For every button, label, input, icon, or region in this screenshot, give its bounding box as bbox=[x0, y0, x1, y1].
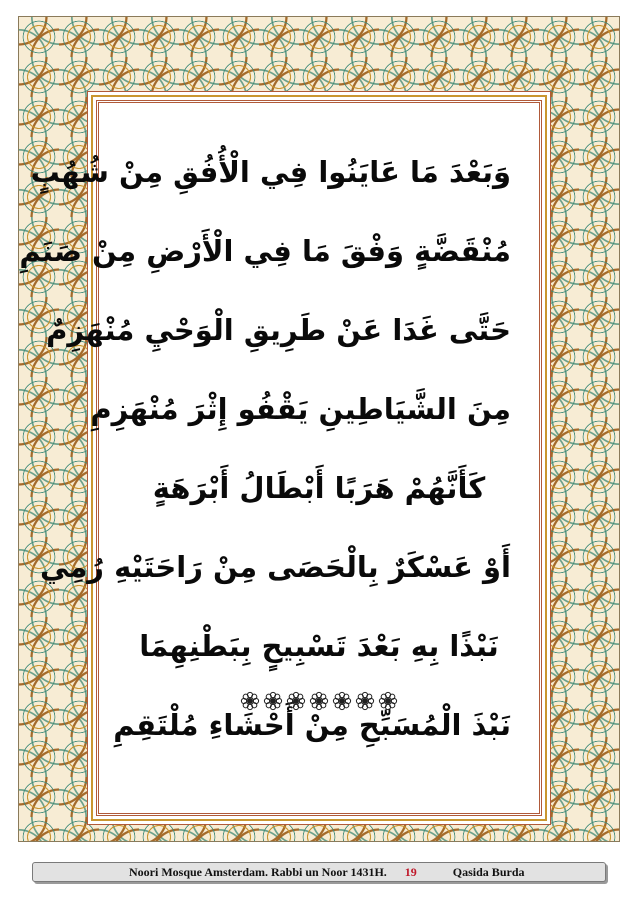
rosette-icon bbox=[355, 691, 375, 711]
rosette-icon bbox=[286, 691, 306, 711]
rosette-icon bbox=[240, 691, 260, 711]
verse-line: مِنَ الشَّيَاطِينِ يَقْفُو إِثْرَ مُنْهَزِمِ bbox=[90, 392, 511, 426]
rosette-icon bbox=[309, 691, 329, 711]
verse-line: وَبَعْدَ مَا عَايَنُوا فِي الْأُفُقِ مِنْ شُهُبٍ bbox=[30, 155, 511, 189]
footer-title: Qasida Burda bbox=[452, 864, 525, 879]
verse-line: مُنْقَضَّةٍ وَفْقَ مَا فِي الْأَرْضِ مِنْ صَنَمِ bbox=[19, 234, 511, 268]
rosette-icon bbox=[378, 691, 398, 711]
rosette-icon bbox=[332, 691, 352, 711]
page-number: 19 bbox=[404, 864, 417, 879]
verse-line: نَبْذًا بِهِ بَعْدَ تَسْبِيحٍ بِبَطْنِهِمَا bbox=[139, 629, 499, 663]
rosette-icon bbox=[263, 691, 283, 711]
page-footer bbox=[32, 862, 606, 882]
footer-source: Noori Mosque Amsterdam. Rabbi un Noor 1431H. bbox=[129, 864, 387, 879]
verse-line: أَوْ عَسْكَرٌ بِالْحَصَى مِنْ رَاحَتَيْهِ رُمِي bbox=[40, 550, 511, 584]
verse-panel bbox=[19, 100, 542, 816]
rosette-ornament-row bbox=[99, 691, 539, 711]
verse-list bbox=[19, 133, 539, 765]
verse-line: كَأَنَّهُمْ هَرَبًا أَبْطَالُ أَبْرَهَةٍ bbox=[152, 471, 486, 505]
verse-line: نَبْذَ الْمُسَبِّحِ مِنْ أَحْشَاءِ مُلْتَقِمِ bbox=[113, 708, 511, 742]
verse-line: حَتَّى غَدَا عَنْ طَرِيقِ الْوَحْيِ مُنْهَزِمٌ bbox=[46, 313, 511, 347]
